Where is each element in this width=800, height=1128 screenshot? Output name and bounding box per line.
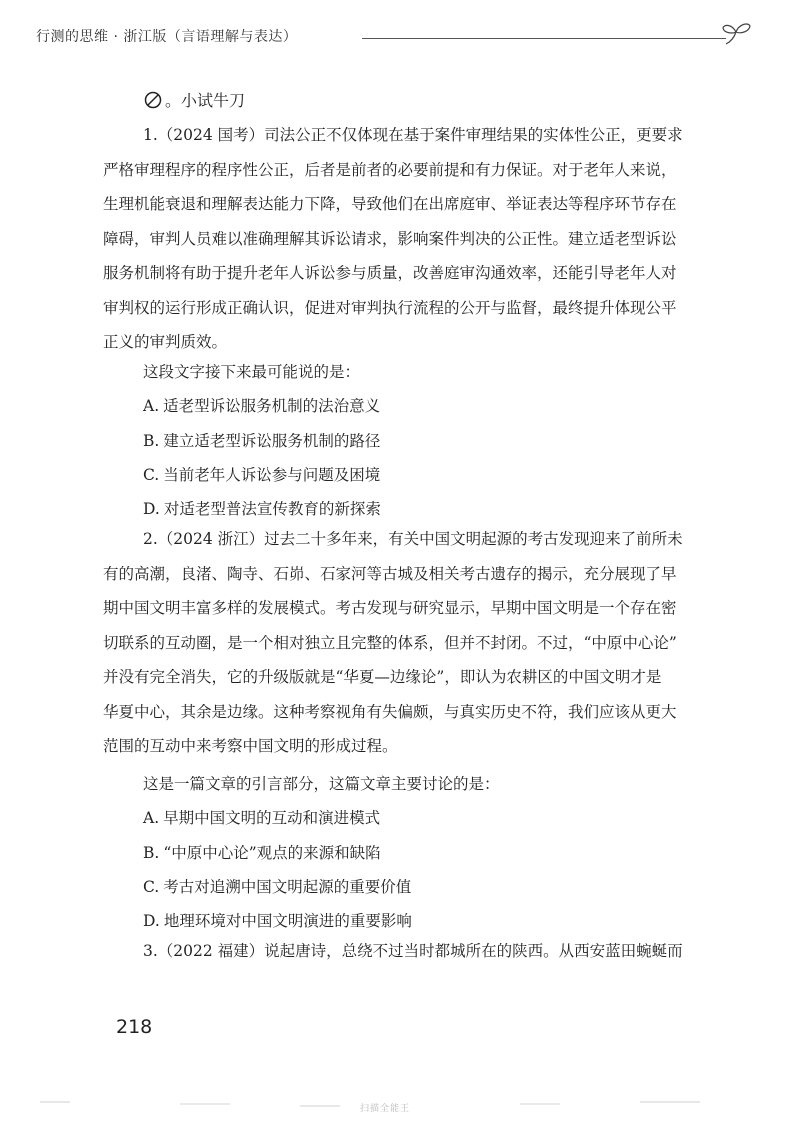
stem-line: 范围的互动中来考察中国文明的形成过程。 (103, 737, 398, 755)
running-header (36, 20, 766, 50)
stem-line: 审判权的运行形成正确认识，促进对审判执行流程的公开与监督，最终提升体现公平 (103, 298, 677, 317)
stem-line: 严格审理程序的程序性公正，后者是前者的必要前提和有力保证。对于老年人来说， (103, 160, 677, 179)
page-number: 218 (116, 1016, 153, 1038)
question-1-option-d: D. 对适老型普法宣传教育的新探索 (143, 500, 381, 518)
pencil-circle-icon (143, 90, 163, 110)
stem-line: 1.（2024 国考）司法公正不仅体现在基于案件审理结果的实体性公正，更要求 (143, 126, 683, 144)
stem-line: 期中国文明丰富多样的发展模式。考古发现与研究显示，早期中国文明是一个存在密 (103, 599, 677, 617)
stem-line: 生理机能衰退和理解表达能力下降，导致他们在出席庭审、举证表达等程序环节存在 (103, 195, 677, 213)
question-1-stem (103, 118, 723, 360)
stem-line: 切联系的互动圈，是一个相对独立且完整的体系，但并不封闭。不过，“中原中心论” (103, 633, 677, 652)
question-1-option-a: A. 适老型诉讼服务机制的法治意义 (143, 397, 381, 415)
question-2-option-d: D. 地理环境对中国文明演进的重要影响 (143, 912, 412, 930)
stem-line: 并没有完全消失，它的升级版就是“华夏—边缘论”，即认为农耕区的中国文明才是 (103, 668, 662, 686)
section-title: 小试牛刀 (181, 91, 246, 110)
stem-line: 正义的审判质效。 (103, 333, 228, 351)
sprout-icon (716, 18, 756, 50)
question-3-stem (143, 934, 723, 969)
question-2-option-a: A. 早期中国文明的互动和演进模式 (143, 809, 381, 827)
question-2-prompt: 这是一篇文章的引言部分，这篇文章主要讨论的是： (143, 775, 500, 793)
question-2-stem (103, 522, 723, 764)
stem-line: 华夏中心，其余是边缘。这种考察视角有失偏颇，与真实历史不符，我们应该从更大 (103, 702, 677, 721)
stem-line: 2.（2024 浙江）过去二十多年来，有关中国文明起源的考古发现迎来了前所未 (143, 530, 683, 548)
question-2-option-b: B. “中原中心论”观点的来源和缺陷 (143, 844, 381, 862)
question-1-option-b: B. 建立适老型诉讼服务机制的路径 (143, 432, 381, 450)
stem-line: 障碍，审判人员难以准确理解其诉讼请求，影响案件判决的公正性。建立适老型诉讼 (103, 229, 677, 248)
stem-line: 3.（2022 福建）说起唐诗，总绕不过当时都城所在的陕西。从西安蓝田蜿蜒而 (143, 942, 683, 960)
stem-line: 服务机制将有助于提升老年人诉讼参与质量，改善庭审沟通效率，还能引导老年人对 (103, 264, 677, 282)
question-2-option-c: C. 考古对追溯中国文明起源的重要价值 (143, 878, 412, 896)
header-title: 行测的思维 · 浙江版（言语理解与表达） (36, 29, 298, 45)
header-rule (362, 38, 726, 39)
stem-line: 有的高潮，良渚、陶寺、石峁、石家河等古城及相关考古遗存的揭示，充分展现了早 (103, 564, 677, 583)
section-heading (143, 88, 245, 112)
scan-watermark: 扫描全能王 (360, 1104, 411, 1114)
section-dot: 。 (165, 91, 182, 110)
question-1-prompt: 这段文字接下来最可能说的是： (143, 363, 361, 381)
question-1-option-c: C. 当前老年人诉讼参与问题及困境 (143, 466, 381, 484)
